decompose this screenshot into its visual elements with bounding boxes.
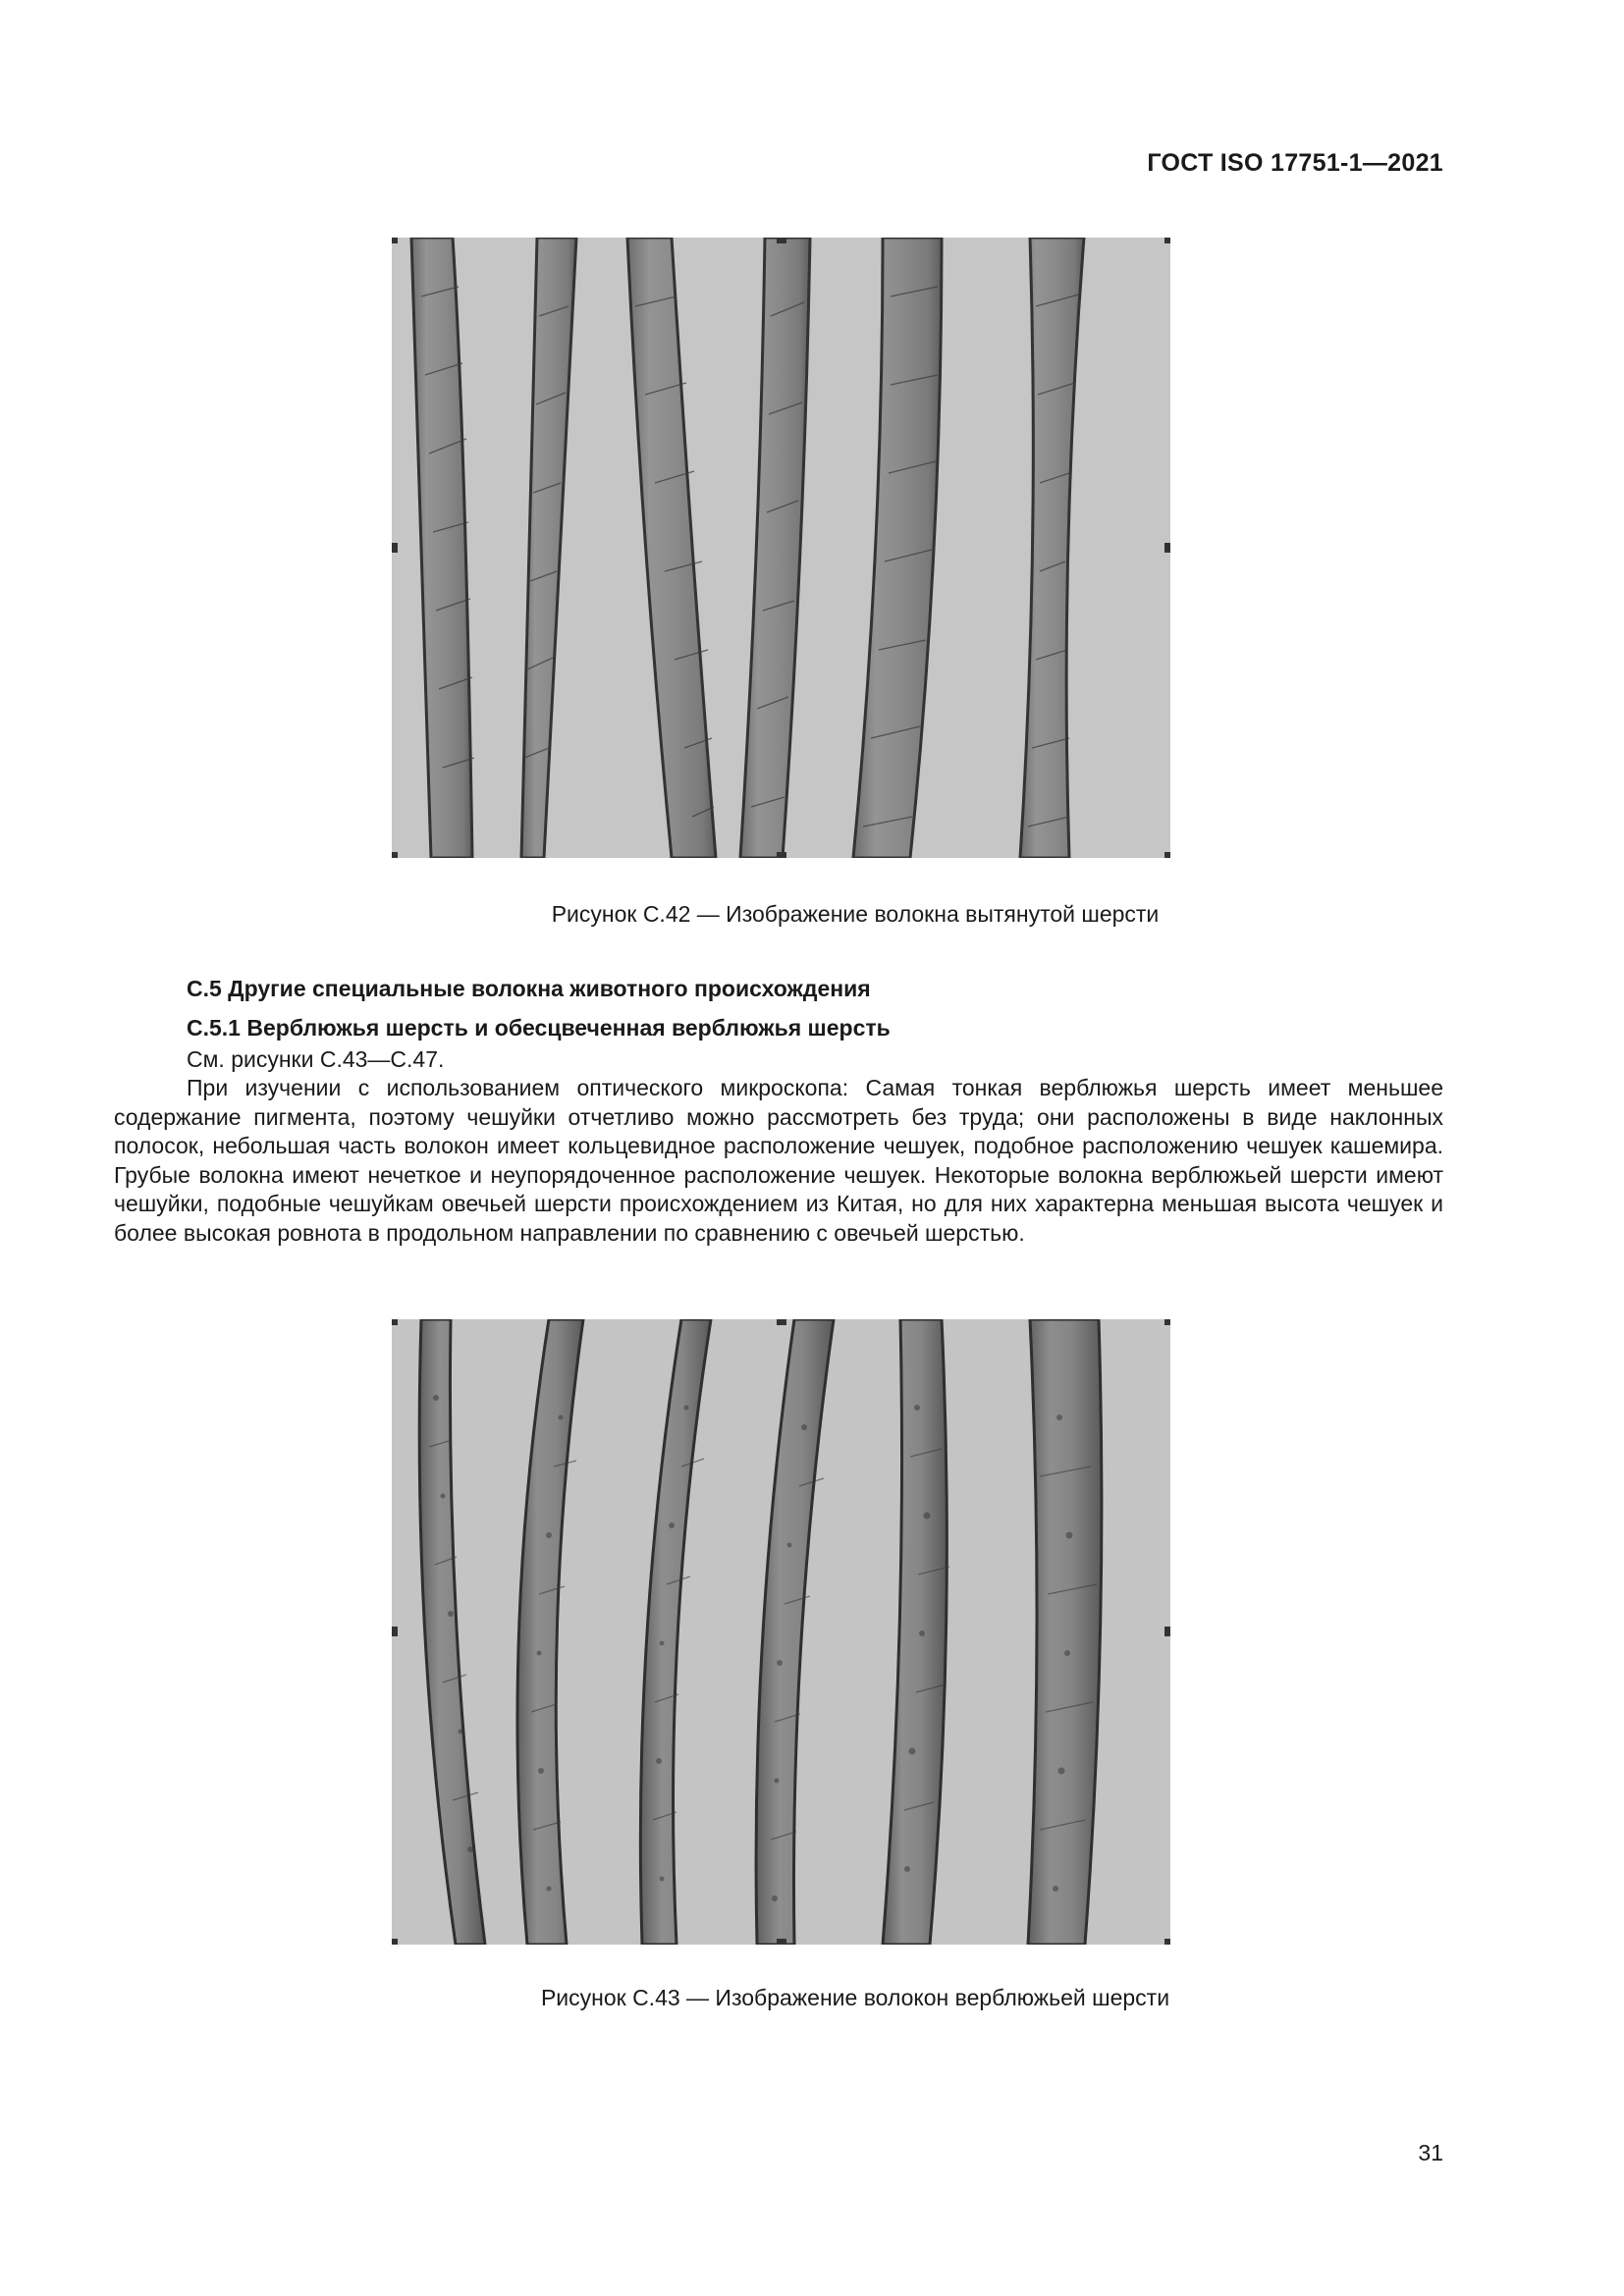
- section-heading: С.5 Другие специальные волокна животного происхождения: [187, 976, 871, 1001]
- figure-c43-micrograph: [392, 1319, 1170, 1945]
- document-header: ГОСТ ISO 17751-1—2021: [1147, 149, 1443, 177]
- figure-c42-caption: Рисунок С.42 — Изображение волокна вытянутой шерсти: [551, 901, 1160, 927]
- subsection-heading: С.5.1 Верблюжья шерсть и обесцвеченная верблюжья шерсть: [187, 1015, 891, 1041]
- body-paragraph: При изучении с использованием оптического микроскопа: Самая тонкая верблюжья шерсть имеет меньшее содержание пигмента, поэтому чешуйки отчетливо можно рассмотреть без труда; они расположены в виде наклонных полосок, небольшая часть волокон имеет кольцевидное расположение чешуек, подобное расположению чешуек кашемира. Грубые волокна имеют нечеткое и неупорядоченное расположение чешуек. Некоторые волокна верблюжьей шерсти имеют чешуйки, подобные чешуйкам овечьей шерсти происхождением из Китая, но для них характерна меньшая высота чешуек и более высокая ровнота в продольном направлении по сравнению с овечьей шерстью.: [114, 1075, 1443, 1246]
- see-figures-reference: См. рисунки С.43—С.47.: [187, 1046, 445, 1072]
- figure-c43-caption: Рисунок С.43 — Изображение волокон верблюжьей шерсти: [540, 1985, 1170, 2010]
- figure-c42-micrograph: [392, 238, 1170, 858]
- fiber: [1028, 1319, 1102, 1945]
- page-number: 31: [1418, 2140, 1443, 2165]
